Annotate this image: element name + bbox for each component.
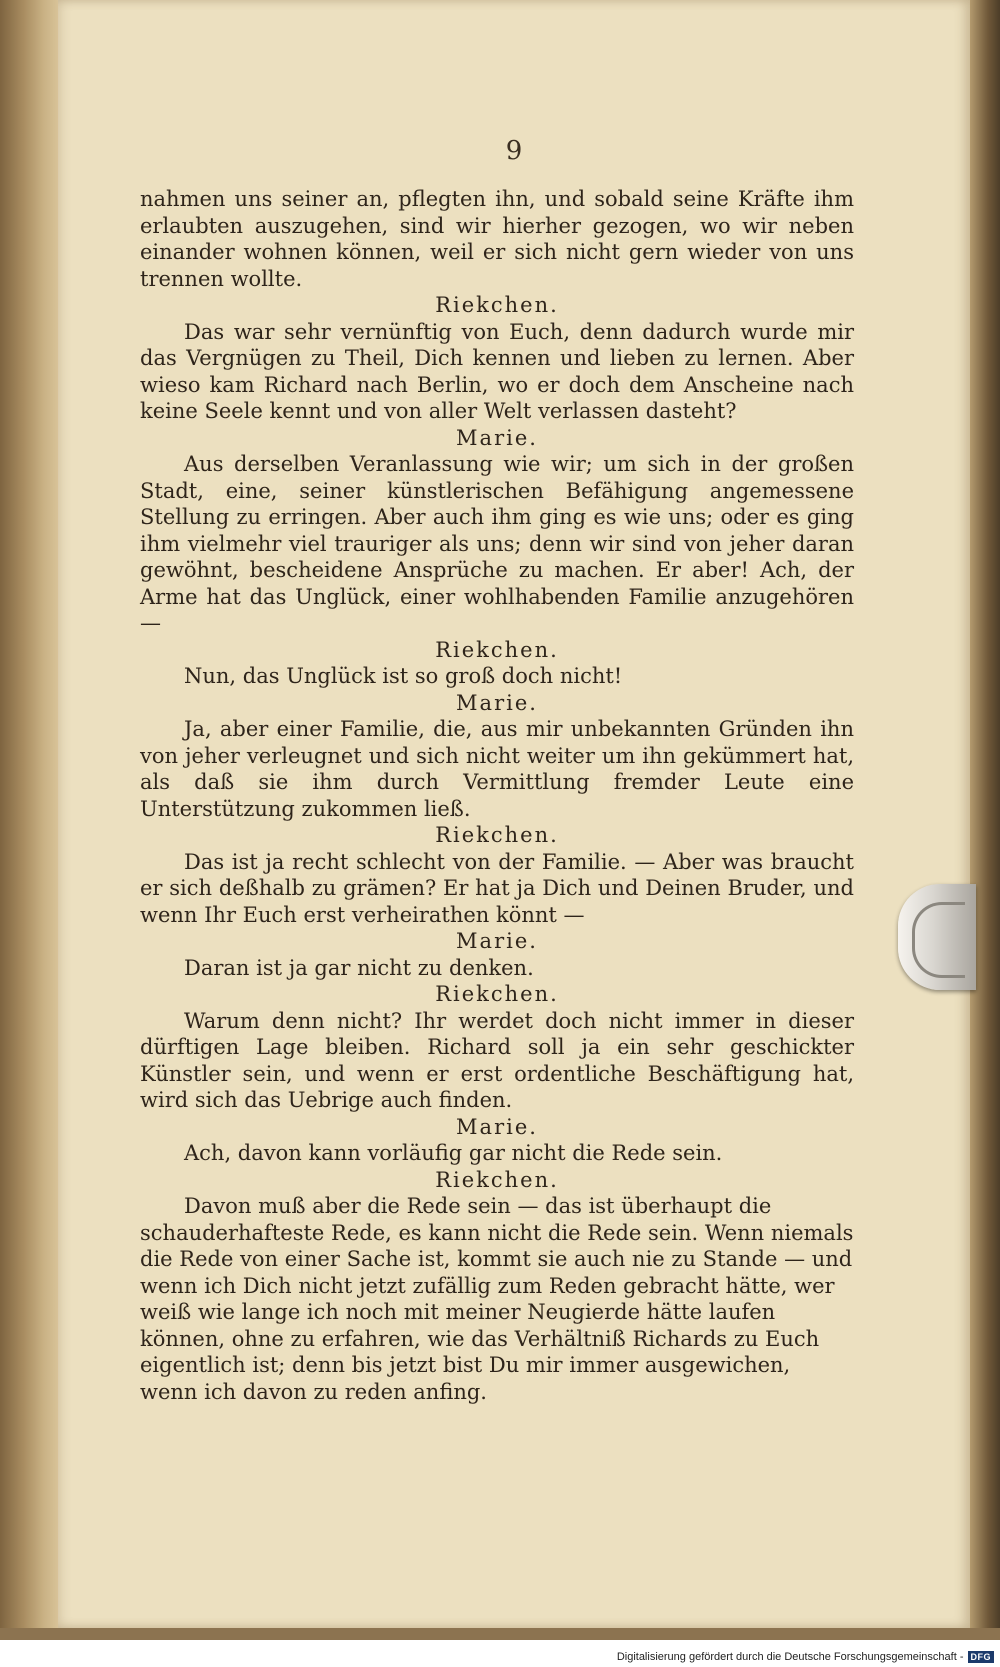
dialogue-paragraph: Aus derselben Veranlassung wie wir; um sich in der großen Stadt, eine, seiner künstlerischen Befähigung angemessene Stellung zu erringen. Aber auch ihm ging es wie uns; oder es ging ihm vielmehr viel trauriger als uns; denn wir sind von jeher daran gewöhnt, bescheidene Ansprüche zu machen. Er aber! Ach, der Arme hat das Unglück, einer wohlhabenden Familie anzugehören — [140, 452, 854, 635]
bottom-strip [0, 1628, 1000, 1640]
page-clip-inner [912, 902, 965, 978]
dialogue-paragraph: Ja, aber einer Familie, die, aus mir unbekannten Gründen ihn von jeher verleugnet und sich nicht weiter um ihn gekümmert hat, als daß sie ihm durch Vermittlung fremder Leute eine Unterstützung zukommen ließ. [140, 717, 854, 821]
dialogue-paragraph: Ach, davon kann vorläufig gar nicht die Rede sein. [184, 1141, 723, 1165]
dialogue-paragraph: Davon muß aber die Rede sein — das ist überhaupt die schauderhafteste Rede, es kann nicht die Rede sein. Wenn niemals die Rede von einer Sache ist, kommt sie auch nie zu Stande — und wenn ich Dich nicht jetzt zufällig zum Reden gebracht hätte, wer weiß wie lange ich noch mit meiner Neugierde hätte laufen können, ohne zu erfahren, wie das Verhältniß Richards zu Euch eigentlich ist; denn bis jetzt bist Du mir immer ausgewichen, wenn ich davon zu reden anfing. [140, 1194, 854, 1404]
dialogue-paragraph: nahmen uns seiner an, pflegten ihn, und sobald seine Kräfte ihm erlaubten auszugehen, sind wir hierher gezogen, wo wir neben einander wohnen können, weil er sich nicht gern wieder von uns trennen wollte. [140, 187, 854, 291]
speaker-name: Marie. [456, 690, 538, 715]
footer-credit-text: Digitalisierung gefördert durch die Deutsche Forschungsgemeinschaft - [616, 1651, 964, 1663]
dialogue-paragraph: Das ist ja recht schlecht von der Familie. — Aber was braucht er sich deßhalb zu grämen? Er hat ja Dich und Deinen Bruder, und wenn Ihr Euch erst verheirathen könnt — [140, 849, 854, 927]
speaker-name: Riekchen. [435, 637, 559, 662]
speaker-name: Riekchen. [435, 982, 559, 1006]
page-clip [898, 884, 976, 990]
footer-credit [617, 1651, 994, 1663]
page-edge [970, 0, 1000, 1640]
dialogue-paragraph: Warum denn nicht? Ihr werdet doch nicht immer in dieser dürftigen Lage bleiben. Richard soll ja ein sehr geschickter Künstler sein, und wenn er erst ordentliche Beschäftigung hat, wird sich das Uebrige auch finden. [140, 1008, 854, 1112]
book-spine [0, 0, 58, 1640]
speaker-name: Marie. [456, 425, 538, 450]
page-number: 9 [505, 136, 523, 166]
speaker-name: Riekchen. [435, 293, 559, 317]
speaker-name: Marie. [456, 1114, 538, 1139]
dialogue-paragraph: Das war sehr vernünftig von Euch, denn dadurch wurde mir das Vergnügen zu Theil, Dich kennen und lieben zu lernen. Aber wieso kam Richard nach Berlin, wo er doch dem Anscheine nach keine Seele kennt und von aller Welt verlassen dasteht? [140, 319, 854, 423]
dfg-logo: DFG [968, 1651, 995, 1663]
speaker-name: Marie. [456, 929, 538, 953]
dialogue-paragraph: Nun, das Unglück ist so groß doch nicht! [184, 664, 623, 688]
speaker-name: Riekchen. [435, 1167, 559, 1192]
speaker-name: Riekchen. [435, 823, 559, 847]
book-page [58, 0, 970, 1628]
dialogue-paragraph: Daran ist ja gar nicht zu denken. [184, 955, 534, 980]
text-block [140, 186, 854, 1405]
